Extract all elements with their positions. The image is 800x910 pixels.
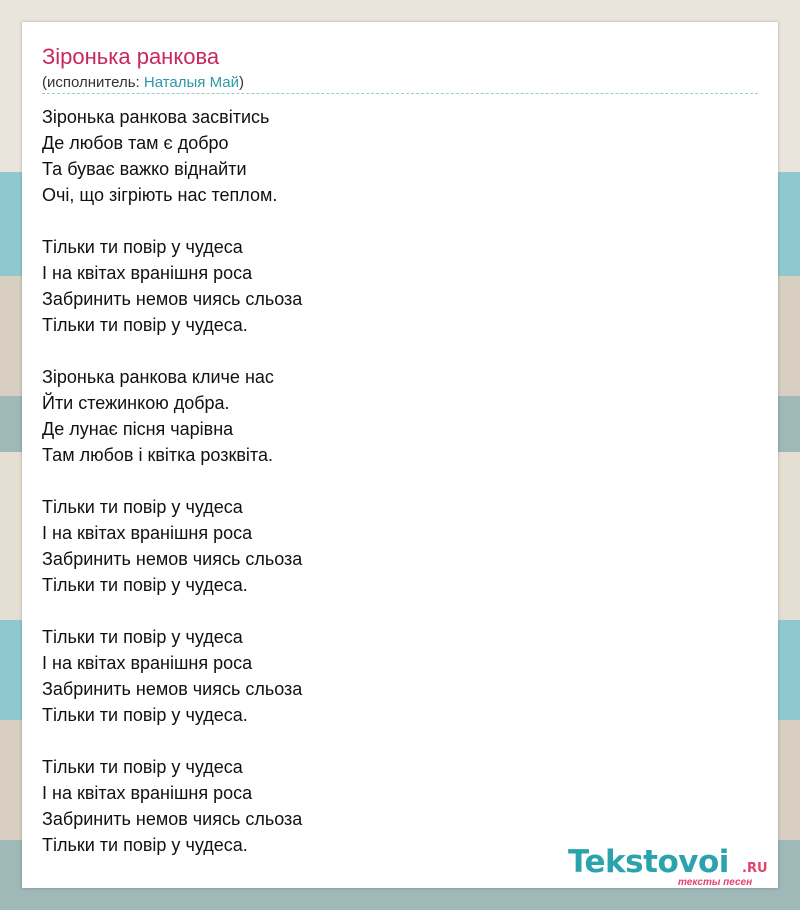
lyrics-line: Де любов там є добро [42,133,229,153]
lyrics-line: Йти стежинкою добра. [42,393,230,413]
lyrics-line: І на квітах вранішня роса [42,653,253,673]
lyrics-card [22,22,778,888]
lyrics-line: І на квітах вранішня роса [42,523,253,543]
lyrics-line: Тільки ти повір у чудеса. [42,705,248,725]
stanza-gap [42,728,758,754]
lyrics-line: Зіронька ранкова кличе нас [42,367,274,387]
lyrics-line: Тільки ти повір у чудеса. [42,575,248,595]
lyrics-line: І на квітах вранішня роса [42,783,253,803]
lyrics-stanza [42,234,758,338]
lyrics-line: Та буває важко віднайти [42,159,247,179]
logo-domain: .RU [742,861,768,876]
stanza-gap [42,468,758,494]
lyrics-line: Очі, що зігріють нас теплом. [42,185,278,205]
lyrics-line: Забринить немов чиясь сльоза [42,549,303,569]
lyrics-stanza [42,494,758,598]
lyrics-line: Зіронька ранкова засвітись [42,107,270,127]
artist-link[interactable]: Наталыя Май [143,74,239,91]
lyrics-line: Забринить немов чиясь сльоза [42,809,303,829]
lyrics-line: Тільки ти повір у чудеса. [42,315,248,335]
artist-prefix: (исполнитель: [42,74,144,91]
stanza-gap [42,208,758,234]
stanza-gap [42,598,758,624]
lyrics-stanza [42,754,758,858]
divider [42,93,758,94]
lyrics-stanza [42,364,758,468]
lyrics-line: Тільки ти повір у чудеса [42,627,243,647]
lyrics-line: Тільки ти повір у чудеса. [42,835,248,855]
stanza-gap [42,338,758,364]
lyrics-line: Тільки ти повір у чудеса [42,497,243,517]
logo-wordmark: Tekstovoi [568,844,729,880]
lyrics-text [42,104,758,858]
lyrics-stanza [42,104,758,208]
site-logo[interactable] [568,844,778,888]
logo-tagline: тексты песен [678,877,753,888]
lyrics-stanza [42,624,758,728]
lyrics-line: Тільки ти повір у чудеса [42,757,243,777]
lyrics-line: Тільки ти повір у чудеса [42,237,243,257]
lyrics-line: Забринить немов чиясь сльоза [42,679,303,699]
artist-suffix: ) [238,74,244,91]
song-title: Зіронька ранкова [42,44,220,69]
lyrics-line: Забринить немов чиясь сльоза [42,289,303,309]
lyrics-line: Там любов і квітка розквіта. [42,445,273,465]
lyrics-line: Де лунає пісня чарівна [42,419,234,439]
artist-line [42,74,244,91]
lyrics-line: І на квітах вранішня роса [42,263,253,283]
